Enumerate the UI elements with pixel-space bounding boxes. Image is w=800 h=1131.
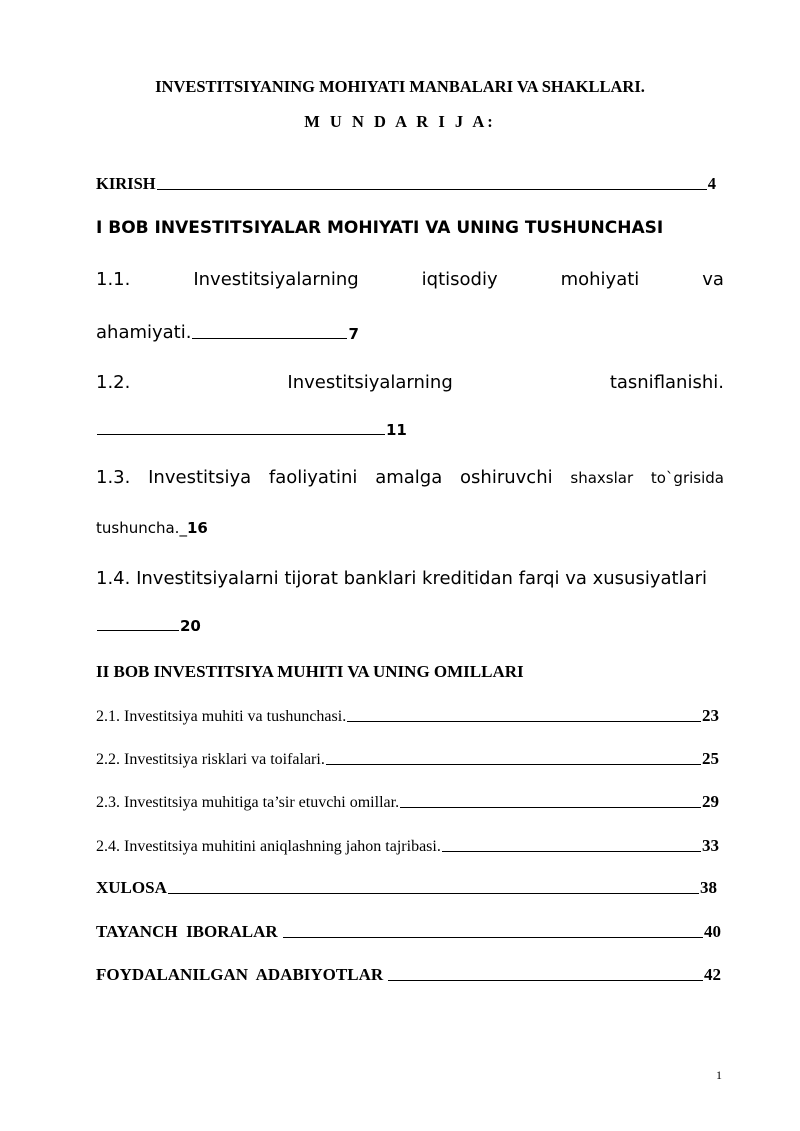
toc-page-number: 16 [186, 519, 208, 537]
toc-page-number: 23 [702, 706, 719, 725]
toc-entry-number: 1.3. [96, 467, 131, 488]
toc-word: va [702, 269, 724, 290]
toc-entry-1-3-cont [96, 519, 208, 537]
toc-page-number: 33 [702, 836, 719, 855]
toc-entry-1-2-cont [96, 421, 407, 439]
toc-entry-label: 2.4. Investitsiya muhitini aniqlashning jahon tajribasi. [96, 838, 441, 855]
page-number: 1 [716, 1068, 722, 1082]
toc-entry-xulosa [96, 878, 717, 898]
toc-word: mohiyati [560, 269, 640, 290]
toc-page-number: 7 [348, 325, 359, 343]
toc-entry-label: 2.3. Investitsiya muhitiga ta’sir etuvchi omillar. [96, 794, 400, 811]
toc-entry-label: tushuncha._ [96, 519, 187, 537]
toc-entry-label: FOYDALANILGAN ADABIYOTLAR [96, 965, 388, 984]
toc-word: Investitsiya [148, 467, 252, 488]
toc-entry-label: 2.2. Investitsiya risklari va toifalari. [96, 751, 325, 768]
toc-page-number: 42 [704, 965, 721, 984]
leader-line [157, 188, 707, 190]
toc-page-number: 38 [700, 878, 717, 897]
toc-page-number: 4 [707, 174, 716, 193]
document-title: INVESTITSIYANING MOHIYATI MANBALARI VA SHAKLLARI. [155, 77, 645, 96]
toc-word: Investitsiyalarning [193, 269, 359, 290]
chapter-1-heading: I BOB INVESTITSIYALAR MOHIYATI VA UNING TUSHUNCHASI [96, 218, 664, 238]
leader-line [388, 979, 703, 981]
leader-line [400, 806, 701, 808]
toc-entry-1-4: 1.4. Investitsiyalarni tijorat banklari kreditidan farqi va xususiyatlari [96, 568, 708, 589]
toc-word: shaxslar [570, 469, 634, 487]
toc-page-number: 40 [704, 922, 721, 941]
leader-line [326, 763, 701, 765]
leader-line [347, 720, 701, 722]
toc-word: to`grisida [650, 469, 724, 487]
toc-page-number: 11 [386, 421, 407, 439]
leader-line [442, 850, 701, 852]
leader-line [283, 936, 703, 938]
toc-entry-1-1-cont [96, 322, 359, 343]
leader-line [168, 892, 699, 894]
toc-word: iqtisodiy [421, 269, 498, 290]
toc-entry-1-2 [96, 372, 724, 393]
toc-page-number: 25 [702, 749, 719, 768]
toc-entry-label: ahamiyati. [96, 322, 192, 343]
toc-page-number: 20 [180, 617, 201, 635]
leader-line [97, 629, 179, 631]
toc-entry-label: XULOSA [96, 878, 167, 897]
toc-entry-foydalanilgan-adabiyotlar [96, 965, 721, 985]
toc-entry-label: TAYANCH IBORALAR [96, 922, 282, 941]
toc-entry-label: 2.1. Investitsiya muhiti va tushunchasi. [96, 708, 347, 725]
toc-entry-1-4-cont [96, 617, 201, 635]
toc-entry-1-3 [96, 467, 724, 488]
toc-word: oshiruvchi [460, 467, 553, 488]
toc-page-number: 29 [702, 792, 719, 811]
leader-line [192, 337, 347, 339]
toc-entry-2-3 [96, 792, 719, 812]
toc-word: tasniflanishi. [609, 372, 724, 393]
toc-word: amalga [375, 467, 443, 488]
toc-entry-1-1 [96, 269, 724, 290]
toc-word: faoliyatini [268, 467, 358, 488]
toc-entry-number: 1.2. [96, 372, 131, 393]
toc-word: Investitsiyalarning [287, 372, 453, 393]
toc-entry-label: KIRISH [96, 174, 156, 193]
toc-entry-number: 1.1. [96, 269, 131, 290]
toc-entry-kirish [96, 174, 716, 194]
toc-entry-tayanch-iboralar [96, 922, 721, 942]
toc-heading: M U N D A R I J A: [304, 112, 496, 131]
toc-entry-2-2 [96, 749, 719, 769]
chapter-2-heading: II BOB INVESTITSIYA MUHITI VA UNING OMILLARI [96, 662, 524, 681]
toc-entry-2-4 [96, 836, 719, 856]
toc-entry-2-1 [96, 706, 719, 726]
leader-line [97, 433, 385, 435]
